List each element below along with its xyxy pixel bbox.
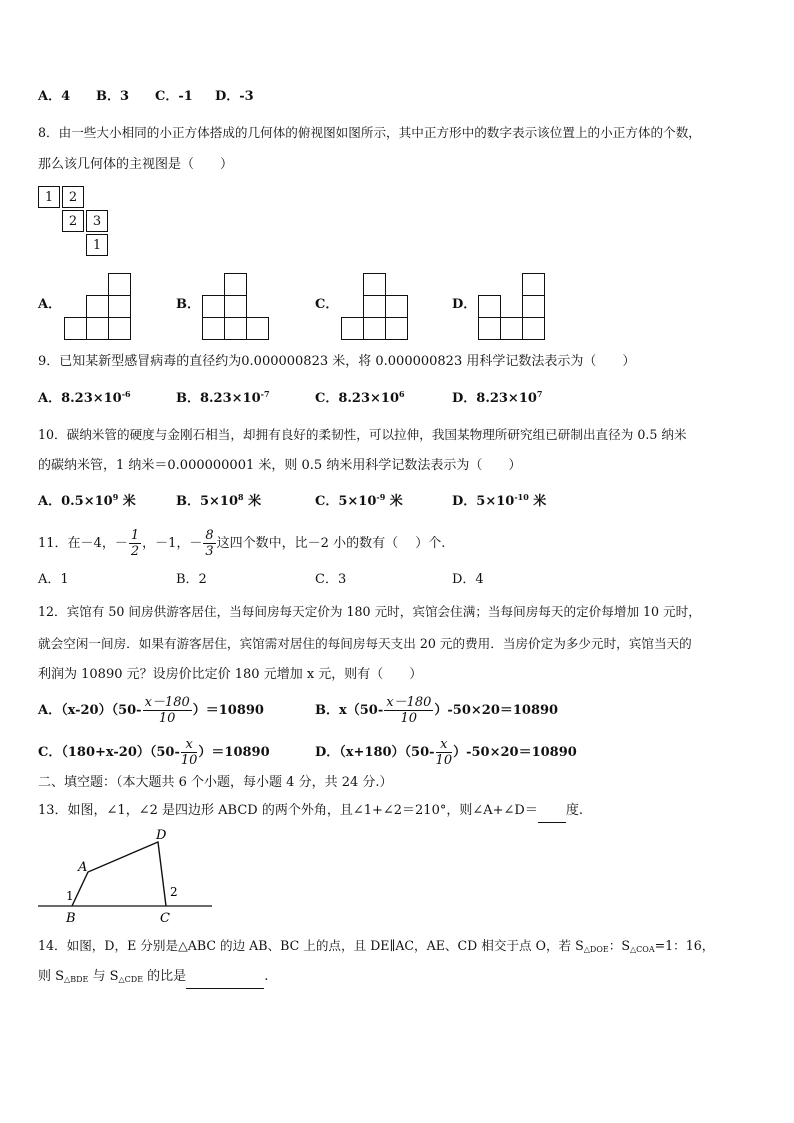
q10-a-base: A．0.5×10 [38, 494, 113, 509]
q10-a-exponent: 9 [112, 492, 119, 502]
q8-option-b-label: B． [176, 297, 200, 312]
q10-c-exponent: -9 [376, 492, 386, 502]
q12-option-b [315, 692, 558, 730]
q9-a-base: A．8.23×10 [38, 391, 122, 406]
q12-d-pre: D．（x+180）（50- [315, 745, 435, 760]
q12-option-d [315, 734, 577, 772]
q13-label-b: B [66, 911, 76, 926]
q12-stem-line2: 就会空闲一间房．如果有游客居住，宾馆需对居住的每间房每天支出 20 元的费用．当房价定为多少元时，宾馆当天的 [38, 636, 692, 651]
q7-option-c: C．-1 [155, 89, 193, 104]
q11-text-mid: ，－1，－ [142, 536, 203, 551]
q9-c-base: C．8.23×10 [315, 391, 399, 406]
q11-text-pre: 11．在－4，－ [38, 536, 128, 551]
q10-d-unit: 米 [528, 494, 547, 509]
q10-b-exponent: 8 [238, 492, 244, 502]
q10-b-base: B．5×10 [176, 494, 239, 509]
q11-f1-denominator: 2 [130, 544, 140, 559]
q12-c-post: ）＝10890 [198, 745, 270, 760]
q7-option-b: B．3 [96, 89, 130, 104]
grid-cell: 3 [86, 210, 108, 232]
q10-option-b [176, 493, 261, 511]
q11-option-b: B．2 [176, 572, 207, 587]
q9-c-exponent: 6 [399, 389, 405, 399]
q11-option-d: D．4 [452, 572, 484, 587]
q11-f2-denominator: 3 [205, 544, 214, 559]
q8-option-d-figure [478, 270, 550, 342]
q9-d-base: D．8.23×10 [452, 391, 537, 406]
q12-option-a [38, 692, 264, 730]
q12-a-denominator: 10 [158, 711, 176, 726]
q11-fraction-1 [129, 528, 141, 559]
q7-option-d: D．-3 [215, 89, 254, 104]
q9-option-b [176, 390, 270, 408]
q11-option-a: A．1 [38, 572, 69, 587]
q10-b-unit: 米 [243, 494, 262, 509]
q10-a-unit: 米 [118, 494, 136, 509]
q14-sub-doe: △DOE [583, 945, 609, 954]
q9-stem: 9．已知某新型感冒病毒的直径约为0.000000823 米，将 0.000000823 用科学记数法表示为（ ） [38, 354, 636, 369]
q10-stem-line2: 的碳纳米管，1 纳米＝0.000000001 米，则 0.5 纳米用科学记数法表示为（ ） [38, 458, 522, 473]
q9-b-base: B．8.23×10 [176, 391, 261, 406]
q13-label-c: C [160, 911, 170, 926]
q8-stem-line1: 8．由一些大小相同的小正方体搭成的几何体的俯视图如图所示，其中正方形中的数字表示该位置上的小正方体的个数， [38, 125, 701, 140]
q9-option-d [452, 390, 543, 408]
q12-b-numerator: x－180 [386, 695, 432, 710]
grid-cell: 2 [62, 210, 84, 232]
q14-stem-line2 [38, 968, 268, 989]
q7-option-a: A．4 [38, 89, 71, 104]
q12-stem-line3: 利润为 10890 元？设房价比定价 180 元增加 x 元，则有（ ） [38, 667, 423, 682]
q8-option-c-label: C． [315, 297, 339, 312]
q11-option-c: C．3 [315, 572, 347, 587]
q10-option-d [452, 493, 546, 511]
q12-b-pre: B．x（50- [315, 703, 384, 718]
q14-text-pre: 14．如图，D，E 分别是△ABC 的边 AB、BC 上的点，且 DE∥AC，AE、CD 相交于点 O，若 S [38, 938, 584, 953]
q10-d-base: D．5×10 [452, 494, 515, 509]
q10-option-c [315, 493, 403, 511]
q12-b-fraction [384, 695, 433, 726]
q10-option-a [38, 493, 136, 511]
q14-text-mid1: ：S [608, 938, 630, 953]
q12-c-fraction [181, 737, 198, 768]
q11-fraction-2 [203, 528, 215, 559]
q8-option-b-figure [202, 270, 274, 342]
q8-option-a-figure [64, 270, 134, 342]
q8-option-d-label: D． [452, 297, 477, 312]
q13-text-pre: 13．如图，∠1，∠2 是四边形 ABCD 的两个外角，且∠1+∠2＝210°，则∠A+∠D＝ [38, 803, 538, 818]
q12-d-post: ）-50×20＝10890 [453, 745, 577, 760]
q11-f2-numerator: 8 [205, 528, 214, 543]
q14-text-post1: =1：16， [654, 938, 715, 953]
q10-c-base: C．5×10 [315, 494, 377, 509]
q14-sub-coa: △COA [629, 945, 655, 954]
q10-d-exponent: -10 [514, 492, 529, 502]
section-2-heading: 二、填空题：（本大题共 6 个小题，每小题 4 分，共 24 分.） [38, 775, 393, 790]
q14-sub-bde: △BDE [64, 975, 89, 984]
q12-option-c [38, 734, 270, 772]
q12-d-denominator: 10 [435, 753, 453, 768]
q12-b-denominator: 10 [400, 711, 418, 726]
q11-text-post: 这四个数中，比－2 小的数有（ ）个. [216, 536, 446, 551]
q13-answer-blank[interactable] [538, 804, 566, 823]
q9-option-a [38, 390, 131, 408]
q9-a-exponent: -6 [121, 389, 131, 399]
q13-stem [38, 802, 583, 823]
q12-c-numerator: x [181, 737, 198, 753]
q12-a-fraction [143, 695, 192, 726]
q13-label-d: D [156, 828, 167, 843]
q14-stem-line1 [38, 937, 714, 955]
q9-option-c [315, 390, 405, 408]
grid-cell: 1 [38, 186, 60, 208]
q8-stem-line2: 那么该几何体的主视图是（ ） [38, 157, 234, 172]
q8-option-a-label: A． [38, 297, 62, 312]
q10-c-unit: 米 [385, 494, 403, 509]
q12-c-denominator: 10 [180, 753, 198, 768]
q12-a-pre: A．（x-20）（50- [38, 703, 142, 718]
q14-text-post2: 的比是 [143, 969, 187, 984]
q12-d-fraction [436, 737, 453, 768]
q12-d-numerator: x [436, 737, 453, 753]
q13-label-a: A [78, 860, 88, 875]
q12-a-numerator: x－180 [144, 695, 190, 710]
q14-sub-cde: △CDE [118, 975, 144, 984]
q11-stem [38, 525, 445, 563]
q12-c-pre: C．（180+x-20）（50- [38, 745, 180, 760]
q13-label-angle1: 1 [66, 889, 74, 903]
q8-option-c-figure [341, 270, 413, 342]
q13-label-angle2: 2 [170, 885, 178, 899]
grid-cell: 2 [62, 186, 84, 208]
q9-d-exponent: 7 [536, 389, 543, 399]
q9-b-exponent: -7 [260, 389, 270, 399]
q14-text-pre2: 则 S [38, 969, 65, 984]
q12-b-post: ）-50×20＝10890 [434, 703, 559, 718]
q14-answer-blank[interactable] [186, 970, 264, 989]
q10-stem-line1: 10．碳纳米管的硬度与金刚石相当，却拥有良好的柔韧性，可以拉伸，我国某物理所研究组已研制出直径为 0.5 纳米 [38, 427, 687, 442]
q14-text-end: . [264, 969, 269, 984]
q12-stem-line1: 12．宾馆有 50 间房供游客居住，当每间房每天定价为 180 元时，宾馆会住满；当每间房每天的定价每增加 10 元时， [38, 604, 701, 619]
q13-quadrilateral-figure [36, 826, 216, 926]
q14-text-mid2: 与 S [88, 969, 119, 984]
q13-text-post: 度. [565, 803, 583, 818]
grid-cell: 1 [86, 234, 108, 256]
q11-f1-numerator: 1 [130, 528, 140, 543]
q12-a-post: ）＝10890 [192, 703, 264, 718]
